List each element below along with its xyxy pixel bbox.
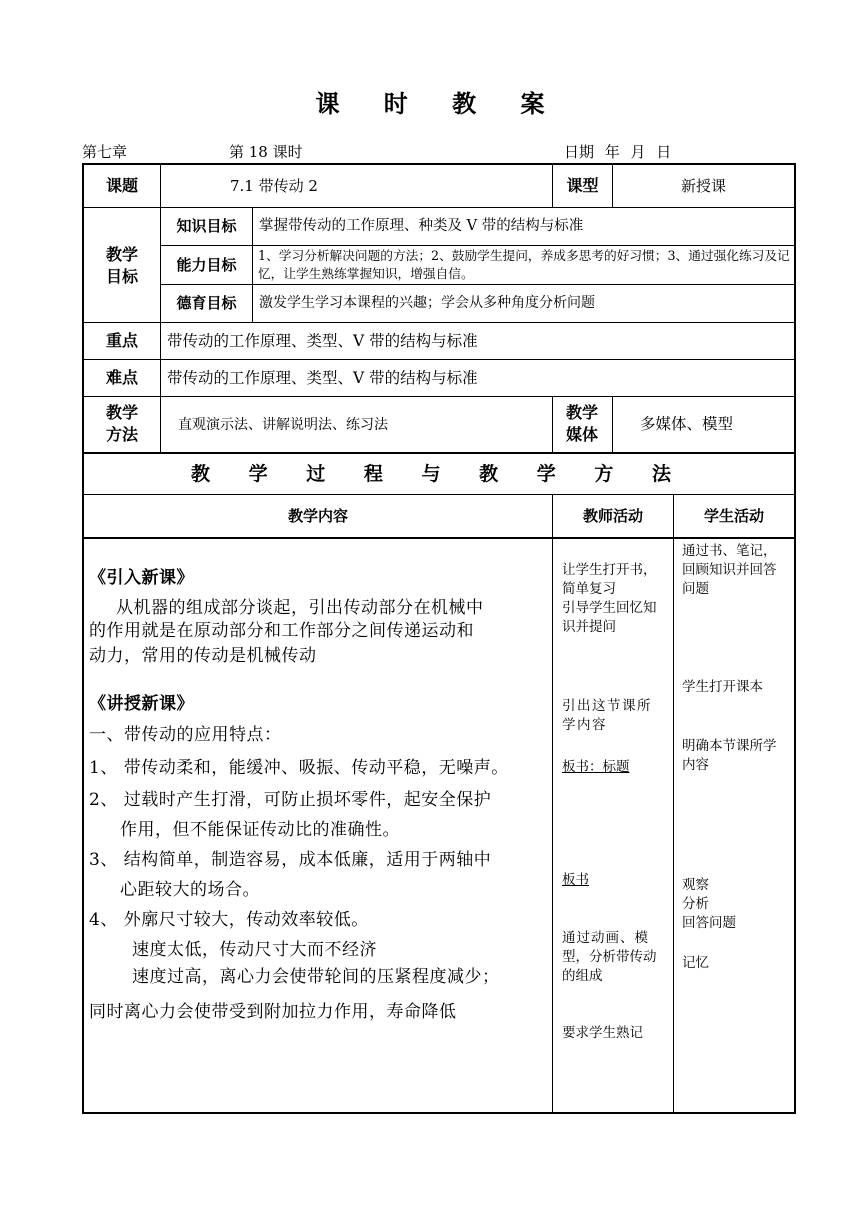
student-activity: 记忆 [682, 955, 709, 971]
goal-label-ability: 能力目标 [176, 256, 237, 274]
teacher-activity: 板书：标题 [562, 759, 630, 775]
teacher-activity: 要求学生熟记 [562, 1025, 643, 1041]
method-label: 教学方法 [105, 403, 138, 444]
teacher-activity: 引出这节课所 学内容 [562, 698, 652, 733]
intro-line: 从机器的组成部分谈起，引出传动部分在机械中 [116, 598, 484, 618]
goal-text-ability: 1、学习分析解决问题的方法；2、鼓励学生提问，养成多思考的好习惯；3、通过强化练习及记忆，让学生熟练掌握知识，增强自信。 [258, 248, 790, 281]
col-header-content: 教学内容 [287, 507, 348, 525]
chapter-label: 第七章 [82, 143, 128, 161]
teach-heading: 《讲授新课》 [89, 694, 194, 714]
point-line: 作用，但不能保证传动比的准确性。 [120, 820, 400, 840]
type-value: 新授课 [680, 177, 726, 195]
difficult-value: 带传动的工作原理、类型、V 带的结构与标准 [167, 369, 478, 387]
intro-heading: 《引入新课》 [89, 568, 194, 588]
goals-label: 教学目标 [105, 245, 138, 286]
type-label: 课型 [566, 176, 599, 195]
difficult-label: 难点 [105, 368, 138, 387]
point-line: 心距较大的场合。 [120, 880, 260, 900]
page-title: 课 时 教 案 [315, 89, 563, 118]
point-line: 速度过高，离心力会使带轮间的压紧程度减少； [132, 967, 500, 987]
goal-text-moral: 激发学生学习本课程的兴趣；学会从多种角度分析问题 [259, 295, 595, 311]
goal-text-knowledge: 掌握带传动的工作原理、种类及 V 带的结构与标准 [259, 218, 584, 234]
teacher-activity: 板书 [562, 872, 589, 888]
student-activity: 学生打开课本 [682, 679, 763, 695]
key-value: 带传动的工作原理、类型、V 带的结构与标准 [167, 332, 478, 350]
col-header-student: 学生活动 [703, 507, 764, 525]
date-label: 日期 年 月 日 [564, 143, 672, 161]
student-activity: 明确本节课所学 内容 [682, 738, 777, 773]
col-header-teacher: 教师活动 [582, 507, 643, 525]
teacher-activity: 让学生打开书， 简单复习 引导学生回忆知 识并提问 [562, 562, 657, 635]
lesson-label: 第 18 课时 [229, 143, 303, 161]
teacher-activity: 通过动画、模 型，分析带传动 的组成 [562, 930, 657, 984]
goal-label-moral: 德育目标 [176, 294, 237, 312]
point-line: 2、 过载时产生打滑，可防止损坏零件，起安全保护 [89, 790, 492, 810]
intro-line: 动力，常用的传动是机械传动 [89, 646, 317, 666]
student-activity: 通过书、笔记， 回顾知识并回答 问题 [682, 543, 777, 597]
point-line: 3、 结构简单，制造容易，成本低廉，适用于两轴中 [89, 850, 492, 870]
topic-value: 7.1 带传动 2 [230, 177, 318, 195]
goal-label-knowledge: 知识目标 [176, 217, 237, 235]
method-value: 直观演示法、讲解说明法、练习法 [178, 417, 388, 433]
point-line: 1、 带传动柔和，能缓冲、吸振、传动平稳，无噪声。 [89, 758, 509, 778]
key-label: 重点 [105, 331, 138, 350]
student-activity: 观察 分析 回答问题 [682, 877, 736, 931]
intro-line: 的作用就是在原动部分和工作部分之间传递运动和 [89, 621, 474, 641]
process-heading: 教 学 过 程 与 教 学 方 法 [191, 463, 687, 485]
point-line: 4、 外廓尺寸较大，传动效率较低。 [89, 910, 369, 930]
media-label: 教学媒体 [565, 403, 598, 444]
topic-label: 课题 [105, 176, 138, 195]
point-line: 同时离心力会使带受到附加拉力作用，寿命降低 [89, 1002, 457, 1022]
section-heading: 一、带传动的应用特点： [89, 725, 282, 745]
media-value: 多媒体、模型 [640, 415, 734, 433]
point-line: 速度太低，传动尺寸大而不经济 [132, 940, 377, 960]
